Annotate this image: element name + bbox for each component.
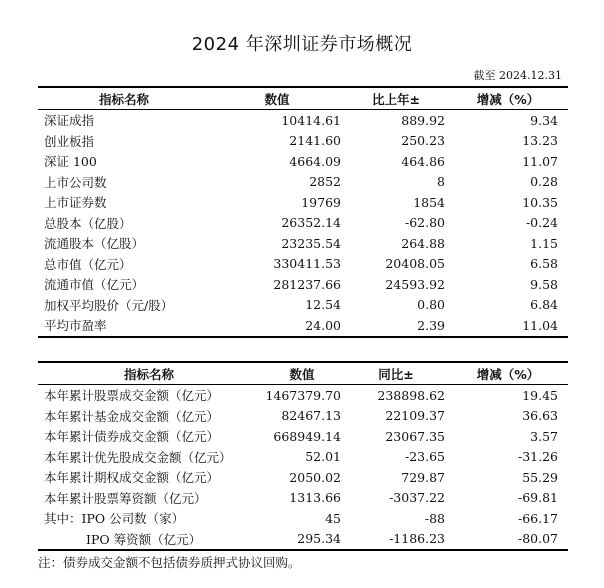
column-header: 指标名称: [38, 87, 210, 110]
row-label: 总股本（亿股）: [44, 215, 132, 231]
row-value: -23.65: [404, 449, 445, 465]
column-header: 同比±: [344, 362, 448, 385]
row-value: 264.88: [401, 235, 445, 251]
row-value: 2141.60: [289, 133, 341, 149]
row-value: 8: [437, 174, 445, 190]
row-value: 82467.13: [281, 408, 341, 424]
row-label: 流通市值（亿元）: [44, 277, 145, 293]
row-value: 10.35: [522, 194, 558, 210]
table-row: [38, 385, 568, 406]
row-value: 11.04: [448, 315, 568, 337]
column-header: 数值: [210, 87, 344, 110]
row-label: 平均市盈率: [38, 315, 210, 337]
table-row: [38, 447, 568, 468]
column-header: 增减（%）: [448, 87, 568, 110]
table-row: [38, 233, 568, 254]
row-value: 19.45: [522, 387, 558, 403]
page-title: 2024 年深圳证券市场概况: [191, 34, 413, 55]
row-value: -80.07: [448, 529, 568, 551]
row-value: 1854: [413, 194, 445, 210]
row-value: 889.92: [401, 112, 445, 128]
row-value: 36.63: [522, 408, 558, 424]
table-row: [38, 274, 568, 295]
row-value: 6.58: [530, 256, 558, 272]
table-row: [38, 315, 568, 337]
row-label: 创业板指: [44, 133, 95, 149]
table-header-row: [38, 87, 568, 110]
row-value: 9.34: [530, 112, 558, 128]
row-value: 668949.14: [273, 428, 341, 444]
table-row: [38, 254, 568, 275]
row-value: 729.87: [401, 469, 445, 485]
row-label: 深证成指: [44, 113, 95, 129]
table-row: [38, 151, 568, 172]
row-value: 2050.02: [289, 469, 341, 485]
row-value: -62.80: [404, 215, 445, 231]
row-value: 1.15: [530, 235, 558, 251]
table-header-row: [38, 362, 568, 385]
row-value: 4664.09: [289, 153, 341, 169]
row-label: 本年累计优先股成交金额（亿元）: [44, 449, 232, 465]
row-label: IPO 筹资额（亿元）: [38, 529, 260, 551]
row-value: 22109.37: [385, 408, 445, 424]
row-value: 23067.35: [385, 428, 445, 444]
row-value: 20408.05: [385, 256, 445, 272]
row-label: 本年累计股票筹资额（亿元）: [44, 490, 207, 506]
table-row: [38, 213, 568, 234]
trading-volume-table: [38, 361, 568, 551]
column-header: 增减（%）: [448, 362, 568, 385]
row-label: 总市值（亿元）: [44, 256, 132, 272]
row-value: 45: [325, 510, 341, 526]
row-value: 19769: [301, 194, 341, 210]
row-value: 52.01: [305, 449, 341, 465]
table-row: [38, 508, 568, 529]
row-label: 本年累计股票成交金额（亿元）: [44, 388, 220, 404]
row-label: 加权平均股价（元/股）: [44, 297, 174, 313]
row-value: -3037.22: [389, 490, 445, 506]
row-value: 0.80: [417, 297, 445, 313]
row-value: 1313.66: [289, 490, 341, 506]
row-value: -0.24: [525, 215, 558, 231]
table-row: [38, 529, 568, 551]
row-value: 330411.53: [273, 256, 341, 272]
row-value: 3.57: [530, 428, 558, 444]
column-header: 数值: [260, 362, 344, 385]
table-row: [38, 488, 568, 509]
row-label: 本年累计债券成交金额（亿元）: [44, 429, 220, 445]
row-label: 上市证券数: [44, 195, 107, 211]
row-value: 12.54: [305, 297, 341, 313]
row-label: 本年累计期权成交金额（亿元）: [44, 470, 220, 486]
table-row: [38, 110, 568, 131]
row-value: -66.17: [517, 510, 558, 526]
table-row: [38, 467, 568, 488]
table-row: [38, 295, 568, 316]
row-value: 464.86: [401, 153, 445, 169]
row-value: 23235.54: [281, 235, 341, 251]
row-value: 0.28: [530, 174, 558, 190]
row-value: 295.34: [260, 529, 344, 551]
row-value: 238898.62: [377, 387, 445, 403]
row-label: 上市公司数: [44, 174, 107, 190]
row-value: 13.23: [522, 133, 558, 149]
row-value: 24.00: [210, 315, 344, 337]
footnote: 注：债券成交金额不包括债券质押式协议回购。: [38, 555, 301, 570]
table-row: [38, 192, 568, 213]
row-value: 55.29: [522, 469, 558, 485]
row-value: 26352.14: [281, 215, 341, 231]
row-value: 11.07: [522, 153, 558, 169]
column-header: 比上年±: [344, 87, 448, 110]
table-row: [38, 426, 568, 447]
row-label: 深证 100: [44, 154, 97, 170]
table-row: [38, 131, 568, 152]
table-row: [38, 172, 568, 193]
row-value: 10414.61: [281, 112, 341, 128]
row-value: 250.23: [401, 133, 445, 149]
row-label: 其中：IPO 公司数（家）: [44, 511, 185, 527]
row-value: -1186.23: [344, 529, 448, 551]
row-value: 9.58: [530, 276, 558, 292]
row-label: 流通股本（亿股）: [44, 236, 145, 252]
row-value: 1467379.70: [265, 387, 341, 403]
as-of-date: 截至 2024.12.31: [473, 69, 562, 82]
row-value: 24593.92: [385, 276, 445, 292]
row-label: 本年累计基金成交金额（亿元）: [44, 408, 220, 424]
table-row: [38, 406, 568, 427]
row-value: 6.84: [530, 297, 558, 313]
column-header: 指标名称: [38, 362, 260, 385]
row-value: 2.39: [344, 315, 448, 337]
row-value: -31.26: [517, 449, 558, 465]
row-value: -69.81: [517, 490, 558, 506]
row-value: 2852: [309, 174, 341, 190]
row-value: 281237.66: [273, 276, 341, 292]
market-overview-table: [38, 86, 568, 338]
row-value: -88: [424, 510, 445, 526]
